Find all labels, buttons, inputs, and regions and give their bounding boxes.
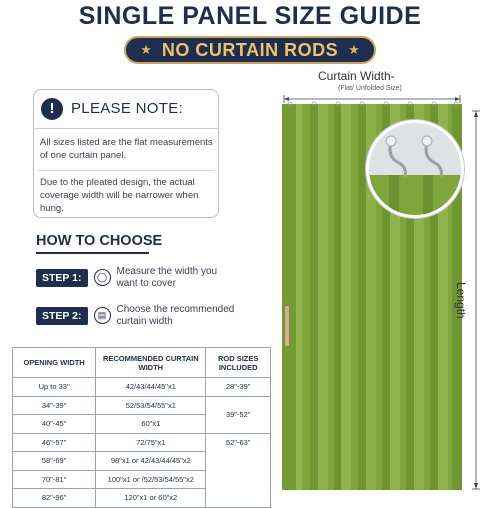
table-cell: 60"x1	[96, 415, 206, 434]
star-icon: ★	[348, 42, 360, 57]
step-badge: STEP 2:	[36, 307, 88, 325]
table-header-row	[13, 348, 271, 378]
table-cell: 46"-57"	[13, 433, 96, 452]
table-cell: 52/53/54/55"x1	[96, 396, 206, 415]
hook-detail-icon	[366, 120, 464, 218]
table-cell: 98"x1 or 42/43/44/45"x2	[96, 452, 206, 471]
table-cell: Up to 33"	[13, 378, 96, 397]
table-cell: 34"-39"	[13, 396, 96, 415]
curtain-rings	[282, 100, 462, 108]
table-cell: 82"-96"	[13, 489, 96, 508]
column-header: OPENING WIDTH	[13, 348, 96, 378]
how-to-choose-heading: HOW TO CHOOSE	[36, 233, 163, 249]
table-cell: 42/43/44/45"x1	[96, 378, 206, 397]
exclamation-icon: !	[41, 98, 63, 120]
step-badge: STEP 1:	[36, 269, 88, 287]
table-cell: 40"-45"	[13, 415, 96, 434]
table-cell: 72/75"x1	[96, 433, 206, 452]
step-text-line: curtain width	[116, 315, 173, 327]
step-2	[36, 304, 234, 327]
no-curtain-rods-banner	[124, 36, 376, 64]
note-text: coverage width will be narrower when	[40, 190, 199, 201]
curtain-width-label: Curtain Width-	[318, 69, 395, 83]
step-text-line: Measure the width you	[116, 266, 218, 277]
column-header: RECOMMENDED CURTAIN WIDTH	[96, 348, 206, 378]
note-text: Due to the pleated design, the actual	[40, 177, 195, 188]
step-1	[36, 266, 217, 289]
table-cell: 100"x1 or /52/53/54/55"x2	[96, 470, 206, 489]
table-cell: 28"-39"	[206, 378, 271, 397]
table-row	[13, 433, 271, 452]
pull-handle	[284, 305, 290, 347]
step-text	[117, 304, 235, 327]
table-cell: 70"-81"	[13, 470, 96, 489]
note-header	[33, 89, 219, 129]
note-text: All sizes listed are the flat measurements	[40, 137, 213, 148]
size-table	[12, 347, 271, 508]
star-icon: ★	[140, 42, 152, 57]
step-text-line: Choose the recommended	[116, 304, 235, 315]
table-cell: 52"-63"	[206, 433, 271, 507]
measure-icon: ◯	[94, 269, 111, 286]
table-cell: 39"-52"	[206, 396, 271, 433]
curtain-width-sublabel: (Flat/ Unfolded Size)	[338, 85, 402, 92]
note-title: PLEASE NOTE:	[71, 100, 183, 117]
table-cell: 120"x1 or 60"x2	[96, 489, 206, 508]
heading-underline	[36, 252, 149, 254]
curtain-icon: ▤	[94, 307, 111, 324]
divider	[38, 170, 214, 171]
length-label: Length	[454, 282, 468, 319]
note-text: of one curtain panel.	[40, 150, 127, 161]
length-arrow-icon	[466, 110, 486, 490]
table-cell: 58"-69"	[13, 452, 96, 471]
banner-text: NO CURTAIN RODS	[161, 39, 339, 60]
note-text: hung.	[40, 203, 64, 214]
table-row	[13, 396, 271, 415]
step-text-line: want to cover	[116, 277, 176, 289]
column-header: ROD SIZES INCLUDED	[206, 348, 271, 378]
page-title: SINGLE PANEL SIZE GUIDE	[78, 2, 422, 30]
step-text	[117, 266, 218, 289]
table-row	[13, 378, 271, 397]
